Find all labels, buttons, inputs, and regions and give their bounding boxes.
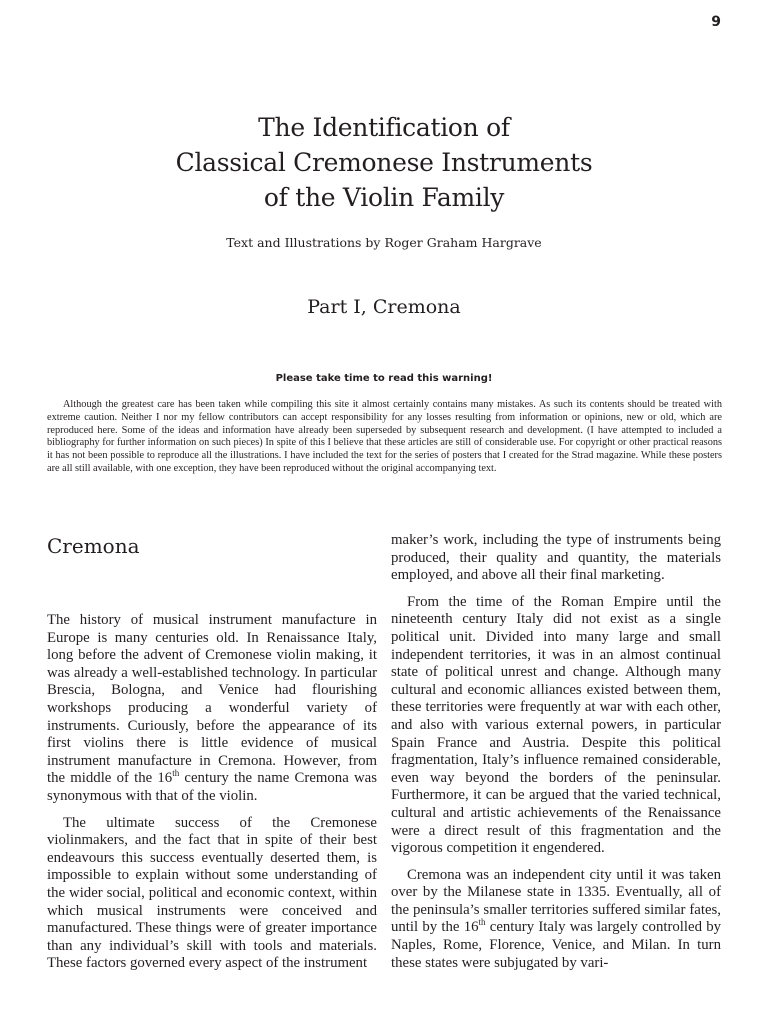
text-run: The history of musical instrument manufacture in Europe is many centuries old. In Renaissance Italy, long before the advent of Cremonese violin making, it was already a well-established technology. In particular Brescia, Bologna, and Venice had flourishing workshops producing a wonderful variety of instruments. Curiously, before the appearance of its first violins there is little evidence of musical instrument manufacture in Cremona. However, from the middle of the 16 [47,612,377,787]
body-paragraph: The ultimate success of the Cremonese violinmakers, and the fact that in spite of their best endeavours this success eventually deserted them, is impossible to explain without some understanding of the wider social, political and economic context, within which musical instruments were conceived and manufactured. These things were of greater importance than any individual’s skill with tools and materials. These factors governed every aspect of the instrument [47,814,377,972]
title-line: The Identification of [258,113,510,142]
part-heading: Part I, Cremona [307,296,461,318]
title-line: Classical Cremonese Instruments [175,148,593,177]
text-run: century the name Cremona was synonymous with that of the violin. [47,770,377,804]
warning-paragraph: Although the greatest care has been taken while compiling this site it almost certainly contains many mistakes. As such its contents should be treated with extreme caution. Neither I nor my fellow contributors can accept responsibility for any losses resulting from information or opinions, new or old, which are reproduced here. Some of the ideas and information have already been superseded by subsequent research and development. (I have attempted to included a bibliography for further information on such pieces) In spite of this I believe that these articles are still of considerable use. For copyright or other practical reasons it has not been possible to reproduce all the illustrations. I have included the text for the series of posters that I created for the Strad magazine. While these posters are all still available, with one exception, they have been reproduced without the original accompanying text. [47,399,722,474]
body-paragraph: From the time of the Roman Empire until the nineteenth century Italy did not exist as a single political unit. Divided into many large and small independent territories, it was in an almost continual state of political unrest and change. Although many cultural and economic alliances existed between them, these territories were frequently at war with each other, and also with various external powers, in particular Spain France and Austria. Despite this political fragmentation, Italy’s influence remained considerable, even way beyond the borders of the peninsular. Furthermore, it can be argued that the varied technical, cultural and artistic achievements of the Renaissance were a direct result of this fragmentation and the vigorous competition it engendered. [391,593,721,857]
superscript: th [478,917,486,928]
left-column [47,532,377,982]
section-heading: Cremona [47,534,140,558]
byline: Text and Illustrations by Roger Graham Hargrave [226,235,542,250]
title-line: of the Violin Family [263,183,505,212]
text-run: century Italy was largely controlled by Naples, Rome, Florence, Venice, and Milan. In turn these states were subjugated by vari- [391,919,721,971]
page-number: 9 [711,14,721,30]
warning-title: Please take time to read this warning! [275,373,493,384]
body-paragraph [391,867,721,973]
text-run: Cremona was an independent city until it was taken over by the Milanese state in 1335. Eventually, all of the peninsula’s smaller territories suffered similar fates, until by the 16 [391,866,721,936]
right-column [391,532,721,981]
body-paragraph: maker’s work, including the type of instruments being produced, their quality and quantity, the materials employed, and above all their final marketing. [391,532,721,584]
article-title [0,110,768,215]
superscript: th [172,768,180,779]
body-paragraph [47,612,377,806]
